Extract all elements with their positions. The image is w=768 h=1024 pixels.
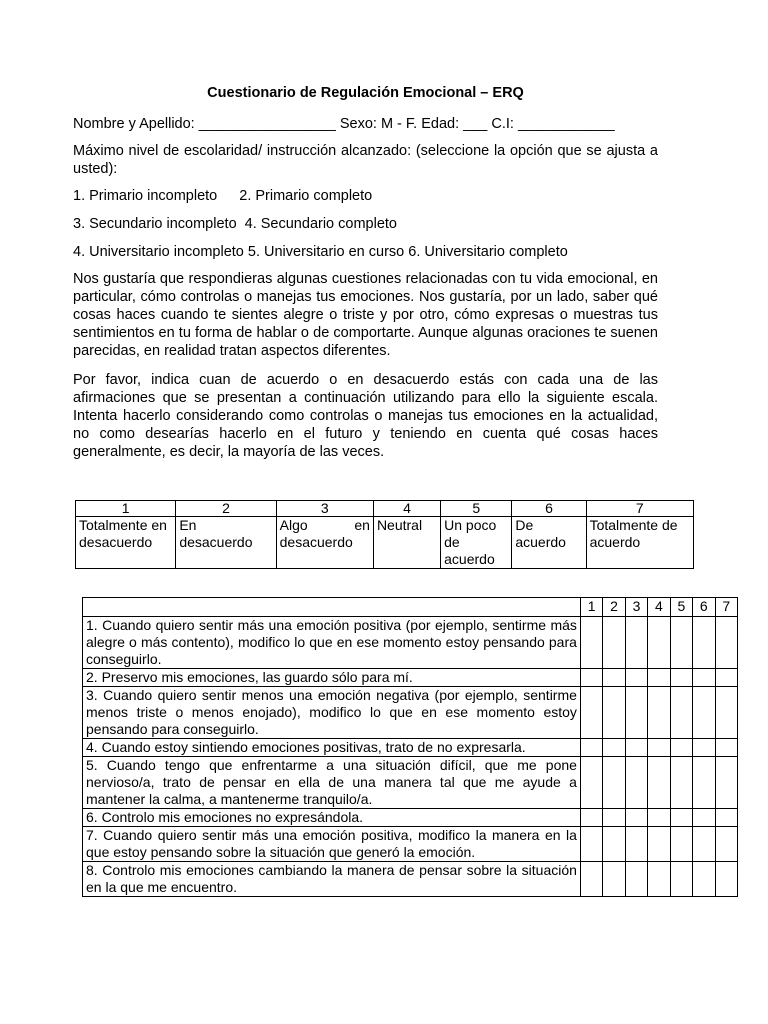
response-cell[interactable]	[603, 809, 625, 827]
response-cell[interactable]	[580, 739, 602, 757]
header-fields: Nombre y Apellido: _________________ Sexo: M - F. Edad: ___ C.I: ____________	[73, 116, 615, 132]
table-row	[83, 739, 738, 757]
response-cell[interactable]	[603, 739, 625, 757]
response-cell[interactable]	[603, 687, 625, 739]
scale-label: Un poco de acuerdo	[441, 517, 512, 569]
response-cell[interactable]	[625, 687, 647, 739]
response-cell[interactable]	[670, 827, 692, 862]
column-header: 2	[603, 598, 625, 617]
education-options-row-3: 4. Universitario incompleto 5. Universitario en curso 6. Universitario completo	[73, 244, 568, 260]
item-statement: 6. Controlo mis emociones no expresándola.	[83, 809, 581, 827]
items-header-blank	[83, 598, 581, 617]
education-option-4: 4. Secundario completo	[244, 216, 397, 232]
response-cell[interactable]	[625, 669, 647, 687]
response-cell[interactable]	[693, 669, 715, 687]
table-row	[83, 827, 738, 862]
table-row	[83, 687, 738, 739]
response-cell[interactable]	[603, 862, 625, 897]
item-statement: 8. Controlo mis emociones cambiando la manera de pensar sobre la situación en la que me encuentro.	[83, 862, 581, 897]
response-cell[interactable]	[670, 809, 692, 827]
response-cell[interactable]	[648, 669, 670, 687]
response-cell[interactable]	[625, 809, 647, 827]
response-cell[interactable]	[603, 669, 625, 687]
scale-label: De acuerdo	[512, 517, 586, 569]
response-cell[interactable]	[715, 827, 737, 862]
scale-labels-row	[76, 517, 694, 569]
response-cell[interactable]	[715, 862, 737, 897]
scale-label: Totalmente de acuerdo	[586, 517, 693, 569]
response-cell[interactable]	[580, 862, 602, 897]
erq-items-table	[82, 597, 738, 897]
response-cell[interactable]	[715, 809, 737, 827]
scale-number: 2	[176, 501, 276, 517]
item-statement: 4. Cuando estoy sintiendo emociones positivas, trato de no expresarla.	[83, 739, 581, 757]
item-statement: 7. Cuando quiero sentir más una emoción positiva, modifico la manera en la que estoy pensando sobre la situación que generó la emoción.	[83, 827, 581, 862]
item-statement: 1. Cuando quiero sentir más una emoción positiva (por ejemplo, sentirme más alegre o más contento), modifico lo que en ese momento estoy pensando para conseguirlo.	[83, 617, 581, 669]
table-row	[83, 862, 738, 897]
column-header: 5	[670, 598, 692, 617]
table-row	[83, 617, 738, 669]
response-cell[interactable]	[693, 862, 715, 897]
scale-label: Neutral	[373, 517, 440, 569]
response-cell[interactable]	[648, 827, 670, 862]
response-cell[interactable]	[603, 757, 625, 809]
scale-number: 7	[586, 501, 693, 517]
scale-number: 3	[276, 501, 373, 517]
intro-paragraph: Nos gustaría que respondieras algunas cuestiones relacionadas con tu vida emocional, en particular, cómo controlas o manejas tus emociones. Nos gustaría, por un lado, saber qué cosas haces cuando te sientes alegre o triste y por otro, cómo expresas o muestras tus sentimientos en tu forma de hablar o de comportarte. Aunque algunas oraciones te suenen parecidas, en realidad tratan aspectos diferentes.	[73, 271, 658, 359]
response-cell[interactable]	[580, 809, 602, 827]
response-cell[interactable]	[648, 739, 670, 757]
response-cell[interactable]	[625, 862, 647, 897]
education-question: Máximo nivel de escolaridad/ instrucción alcanzado: (seleccione la opción que se ajusta a usted):	[73, 143, 658, 177]
scale-number: 5	[441, 501, 512, 517]
response-cell[interactable]	[625, 617, 647, 669]
education-option-1: 1. Primario incompleto	[73, 188, 218, 204]
response-cell[interactable]	[580, 669, 602, 687]
response-cell[interactable]	[580, 687, 602, 739]
column-header: 1	[580, 598, 602, 617]
response-cell[interactable]	[648, 862, 670, 897]
response-cell[interactable]	[625, 739, 647, 757]
response-cell[interactable]	[670, 617, 692, 669]
column-header: 4	[648, 598, 670, 617]
item-statement: 2. Preservo mis emociones, las guardo sólo para mí.	[83, 669, 581, 687]
response-cell[interactable]	[625, 827, 647, 862]
response-cell[interactable]	[670, 669, 692, 687]
response-cell[interactable]	[670, 687, 692, 739]
response-cell[interactable]	[715, 757, 737, 809]
education-options-row-1	[73, 187, 658, 205]
response-cell[interactable]	[670, 757, 692, 809]
scale-label: Totalmente en desacuerdo	[76, 517, 176, 569]
response-cell[interactable]	[670, 739, 692, 757]
response-cell[interactable]	[603, 827, 625, 862]
response-cell[interactable]	[670, 862, 692, 897]
education-options-row-2	[73, 215, 658, 233]
response-cell[interactable]	[693, 739, 715, 757]
likert-scale-table	[75, 500, 694, 569]
response-cell[interactable]	[693, 687, 715, 739]
response-cell[interactable]	[693, 809, 715, 827]
response-cell[interactable]	[580, 617, 602, 669]
scale-label: En desacuerdo	[176, 517, 276, 569]
response-cell[interactable]	[580, 827, 602, 862]
column-header: 6	[693, 598, 715, 617]
column-header: 7	[715, 598, 737, 617]
item-statement: 5. Cuando tengo que enfrentarme a una situación difícil, que me pone nervioso/a, trato de pensar en ella de una manera tal que me ayude a mantener la calma, a mantenerme tranquilo/a.	[83, 757, 581, 809]
education-option-2: 2. Primario completo	[239, 188, 373, 204]
document-title: Cuestionario de Regulación Emocional – ERQ	[207, 85, 524, 101]
response-cell[interactable]	[693, 757, 715, 809]
response-cell[interactable]	[715, 687, 737, 739]
response-cell[interactable]	[580, 757, 602, 809]
table-row	[83, 757, 738, 809]
item-statement: 3. Cuando quiero sentir menos una emoción negativa (por ejemplo, sentirme menos triste o menos enojado), modifico lo que en ese momento estoy pensando para conseguirlo.	[83, 687, 581, 739]
response-cell[interactable]	[648, 617, 670, 669]
education-option-3: 3. Secundario incompleto	[73, 216, 237, 232]
response-cell[interactable]	[715, 617, 737, 669]
response-cell[interactable]	[693, 827, 715, 862]
table-row	[83, 669, 738, 687]
response-cell[interactable]	[625, 757, 647, 809]
scale-number: 6	[512, 501, 586, 517]
instruction-paragraph: Por favor, indica cuan de acuerdo o en desacuerdo estás con cada una de las afirmaciones que se presentan a continuación utilizando para ello la siguiente escala. Intenta hacerlo considerando como controlas o manejas tus emociones en la actualidad, no como desearías hacerlo en el futuro y teniendo en cuenta qué cosas haces generalmente, es decir, la mayoría de las veces.	[73, 372, 658, 460]
response-cell[interactable]	[648, 687, 670, 739]
scale-numbers-row	[76, 501, 694, 517]
items-header-row	[83, 598, 738, 617]
table-row	[83, 809, 738, 827]
response-cell[interactable]	[648, 757, 670, 809]
response-cell[interactable]	[715, 669, 737, 687]
scale-number: 1	[76, 501, 176, 517]
response-cell[interactable]	[603, 617, 625, 669]
scale-number: 4	[373, 501, 440, 517]
response-cell[interactable]	[693, 617, 715, 669]
scale-label: Algo en desacuerdo	[276, 517, 373, 569]
response-cell[interactable]	[715, 739, 737, 757]
response-cell[interactable]	[648, 809, 670, 827]
column-header: 3	[625, 598, 647, 617]
